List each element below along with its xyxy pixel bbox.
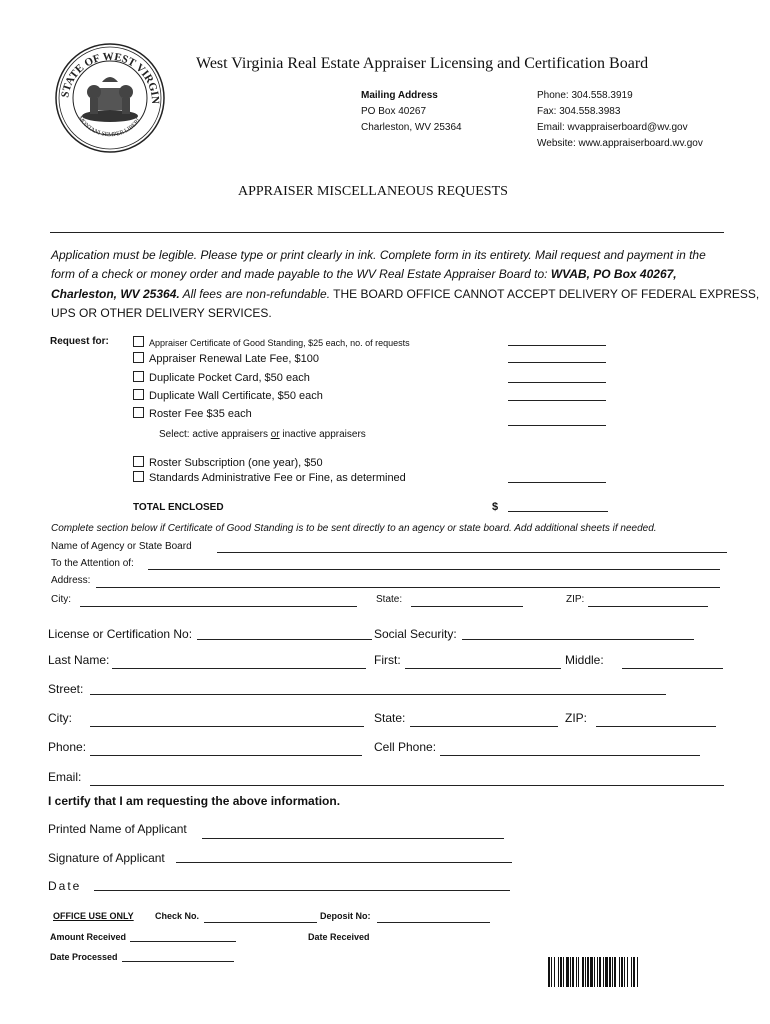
middle-name-line[interactable] bbox=[622, 668, 723, 669]
checkbox[interactable] bbox=[133, 336, 144, 347]
deposit-no-label: Deposit No: bbox=[320, 911, 371, 921]
barcode-graphic bbox=[548, 957, 730, 987]
standards-line[interactable] bbox=[508, 482, 606, 483]
agency-zip-label: ZIP: bbox=[566, 594, 585, 605]
amount-received-label: Amount Received bbox=[50, 932, 127, 942]
attention-label: To the Attention of: bbox=[51, 558, 134, 569]
license-line[interactable] bbox=[197, 639, 372, 640]
signature-label: Signature of Applicant bbox=[48, 851, 165, 865]
barcode-bar bbox=[621, 957, 623, 987]
barcode-bar bbox=[572, 957, 574, 987]
request-item-3-label: Duplicate Pocket Card, $50 each bbox=[149, 372, 310, 384]
request-line-3[interactable] bbox=[508, 382, 606, 383]
barcode-bar bbox=[599, 957, 601, 987]
cell-phone-label: Cell Phone: bbox=[374, 740, 437, 754]
city-line[interactable] bbox=[90, 726, 364, 727]
seal-motto: MONTANI SEMPER LIBERI bbox=[76, 115, 142, 139]
standards-fee[interactable] bbox=[133, 471, 406, 484]
mailing-address-label: Mailing Address bbox=[361, 90, 438, 101]
roster-select bbox=[159, 429, 366, 440]
barcode-bar bbox=[585, 957, 586, 987]
checkbox[interactable] bbox=[133, 471, 144, 482]
state-line[interactable] bbox=[410, 726, 558, 727]
title-divider bbox=[50, 232, 724, 233]
last-name-label: Last Name: bbox=[48, 653, 110, 667]
barcode-bar bbox=[566, 957, 569, 987]
board-title: West Virginia Real Estate Appraiser Licensing and Certification Board bbox=[196, 55, 649, 72]
barcode-bar bbox=[554, 957, 555, 987]
zip-line[interactable] bbox=[596, 726, 716, 727]
roster-select-b: inactive appraisers bbox=[279, 429, 366, 440]
barcode-bar bbox=[558, 957, 559, 987]
request-for-label: Request for: bbox=[50, 336, 109, 347]
barcode-bar bbox=[612, 957, 613, 987]
last-name-line[interactable] bbox=[112, 668, 366, 669]
checkbox[interactable] bbox=[133, 371, 144, 382]
form-title: APPRAISER MISCELLANEOUS REQUESTS bbox=[238, 184, 508, 199]
agency-state-label: State: bbox=[376, 594, 403, 605]
roster-select-a: Select: active appraisers bbox=[159, 429, 271, 440]
request-item-1[interactable] bbox=[133, 336, 410, 348]
instructions-3a: Charleston, WV 25364. bbox=[51, 287, 180, 301]
date-received-label: Date Received bbox=[308, 932, 370, 942]
instructions-2b: WVAB, PO Box 40267, bbox=[550, 267, 677, 281]
barcode-bar bbox=[578, 957, 579, 987]
request-item-2[interactable] bbox=[133, 352, 319, 365]
office-use-title: OFFICE USE ONLY bbox=[53, 911, 134, 921]
barcode-bar bbox=[548, 957, 550, 987]
state-label: State: bbox=[374, 711, 406, 725]
printed-name-label: Printed Name of Applicant bbox=[48, 822, 187, 836]
agency-note: Complete section below if Certificate of Good Standing is to be sent directly to an agency or state board. Add additional sheets if needed. bbox=[51, 523, 657, 534]
barcode-bar bbox=[587, 957, 589, 987]
first-name-line[interactable] bbox=[405, 668, 561, 669]
barcode-bar bbox=[590, 957, 593, 987]
street-label: Street: bbox=[48, 682, 84, 696]
fax-text: Fax: 304.558.3983 bbox=[537, 106, 621, 117]
barcode-bar bbox=[576, 957, 577, 987]
request-item-4-label: Duplicate Wall Certificate, $50 each bbox=[149, 390, 323, 402]
phone-text: Phone: 304.558.3919 bbox=[537, 90, 633, 101]
agency-city-label: City: bbox=[51, 594, 71, 605]
license-label: License or Certification No: bbox=[48, 627, 193, 641]
agency-city-line[interactable] bbox=[80, 606, 357, 607]
request-item-5-label: Roster Fee $35 each bbox=[149, 408, 252, 420]
total-line[interactable] bbox=[508, 511, 608, 512]
attention-line[interactable] bbox=[148, 569, 720, 570]
instructions-2a: form of a check or money order and made payable to the WV Real Estate Appraiser Board to: bbox=[51, 267, 551, 281]
barcode-bar bbox=[605, 957, 608, 987]
middle-name-label: Middle: bbox=[565, 653, 604, 667]
agency-address-label: Address: bbox=[51, 575, 91, 586]
barcode-bar bbox=[570, 957, 571, 987]
agency-zip-line[interactable] bbox=[588, 606, 708, 607]
instructions-3b: All fees are non-refundable. bbox=[179, 287, 331, 301]
barcode-bar bbox=[619, 957, 620, 987]
barcode-bar bbox=[627, 957, 628, 987]
first-name-label: First: bbox=[374, 653, 401, 667]
city-label: City: bbox=[48, 711, 72, 725]
agency-name-label: Name of Agency or State Board bbox=[51, 541, 192, 552]
request-item-5[interactable] bbox=[133, 407, 252, 420]
mailing-line-2: Charleston, WV 25364 bbox=[361, 122, 462, 133]
website-text: Website: www.appraiserboard.wv.gov bbox=[537, 138, 703, 149]
cell-phone-line[interactable] bbox=[440, 755, 700, 756]
phone-line[interactable] bbox=[90, 755, 362, 756]
roster-subscription-label: Roster Subscription (one year), $50 bbox=[149, 457, 323, 469]
agency-name-line[interactable] bbox=[217, 552, 727, 553]
barcode-bar bbox=[637, 957, 638, 987]
check-no-label: Check No. bbox=[155, 911, 200, 921]
barcode-bar bbox=[582, 957, 584, 987]
date-label: Date bbox=[48, 879, 82, 893]
barcode-bar bbox=[633, 957, 635, 987]
agency-state-line[interactable] bbox=[411, 606, 523, 607]
barcode-bar bbox=[614, 957, 616, 987]
barcode-bar bbox=[551, 957, 552, 987]
state-seal bbox=[54, 42, 166, 154]
standards-fee-label: Standards Administrative Fee or Fine, as determined bbox=[149, 472, 406, 484]
instructions-line-4: UPS OR OTHER DELIVERY SERVICES. bbox=[51, 306, 272, 320]
street-line[interactable] bbox=[90, 694, 666, 695]
date-line[interactable] bbox=[94, 890, 510, 891]
barcode-bar bbox=[560, 957, 562, 987]
instructions-line-1: Application must be legible. Please type or print clearly in ink. Complete form in its entirety. Mail request and payment in the bbox=[51, 248, 706, 262]
ssn-line[interactable] bbox=[462, 639, 694, 640]
request-line-4[interactable] bbox=[508, 400, 606, 401]
deposit-no-line[interactable] bbox=[377, 922, 490, 923]
dollar-sign: $ bbox=[492, 501, 499, 513]
zip-label: ZIP: bbox=[565, 711, 588, 725]
barcode-bar bbox=[603, 957, 604, 987]
request-item-3[interactable] bbox=[133, 371, 310, 384]
barcode bbox=[548, 957, 730, 987]
request-line-5[interactable] bbox=[508, 425, 606, 426]
request-item-1-label: Appraiser Certificate of Good Standing, $25 each, no. of requests bbox=[149, 338, 410, 348]
request-line-2[interactable] bbox=[508, 362, 606, 363]
barcode-bar bbox=[563, 957, 564, 987]
checkbox[interactable] bbox=[133, 456, 144, 467]
ssn-label: Social Security: bbox=[374, 627, 457, 641]
checkbox[interactable] bbox=[133, 352, 144, 363]
checkbox[interactable] bbox=[133, 407, 144, 418]
checkbox[interactable] bbox=[133, 389, 144, 400]
instructions-3c: THE BOARD OFFICE CANNOT ACCEPT DELIVERY OF FEDERAL EXPRESS, bbox=[330, 287, 760, 301]
email-line[interactable] bbox=[90, 785, 724, 786]
instructions-line-2 bbox=[51, 267, 677, 281]
barcode-bar bbox=[631, 957, 632, 987]
date-processed-line[interactable] bbox=[122, 961, 234, 962]
request-line-1[interactable] bbox=[508, 345, 606, 346]
date-processed-label: Date Processed bbox=[50, 952, 118, 962]
check-no-line[interactable] bbox=[204, 922, 317, 923]
barcode-bar bbox=[624, 957, 625, 987]
certify-statement: I certify that I am requesting the above information. bbox=[48, 794, 341, 808]
total-enclosed-label: TOTAL ENCLOSED bbox=[133, 502, 224, 513]
email-label: Email: bbox=[48, 770, 82, 784]
request-item-4[interactable] bbox=[133, 389, 323, 402]
barcode-bar bbox=[597, 957, 598, 987]
request-item-2-label: Appraiser Renewal Late Fee, $100 bbox=[149, 353, 319, 365]
seal-ring-text: STATE OF WEST VIRGIN bbox=[59, 50, 162, 105]
amount-received-line[interactable] bbox=[130, 941, 236, 942]
signature-line[interactable] bbox=[176, 862, 512, 863]
agency-address-line[interactable] bbox=[96, 587, 720, 588]
phone-label: Phone: bbox=[48, 740, 87, 754]
roster-select-or: or bbox=[270, 429, 280, 440]
mailing-line-1: PO Box 40267 bbox=[361, 106, 427, 117]
barcode-bar bbox=[594, 957, 595, 987]
roster-subscription[interactable] bbox=[133, 456, 323, 469]
email-text: Email: wvappraiserboard@wv.gov bbox=[537, 122, 688, 133]
instructions-line-3 bbox=[51, 287, 759, 301]
state-seal-graphic bbox=[54, 42, 166, 154]
barcode-bar bbox=[609, 957, 611, 987]
printed-name-line[interactable] bbox=[202, 838, 504, 839]
